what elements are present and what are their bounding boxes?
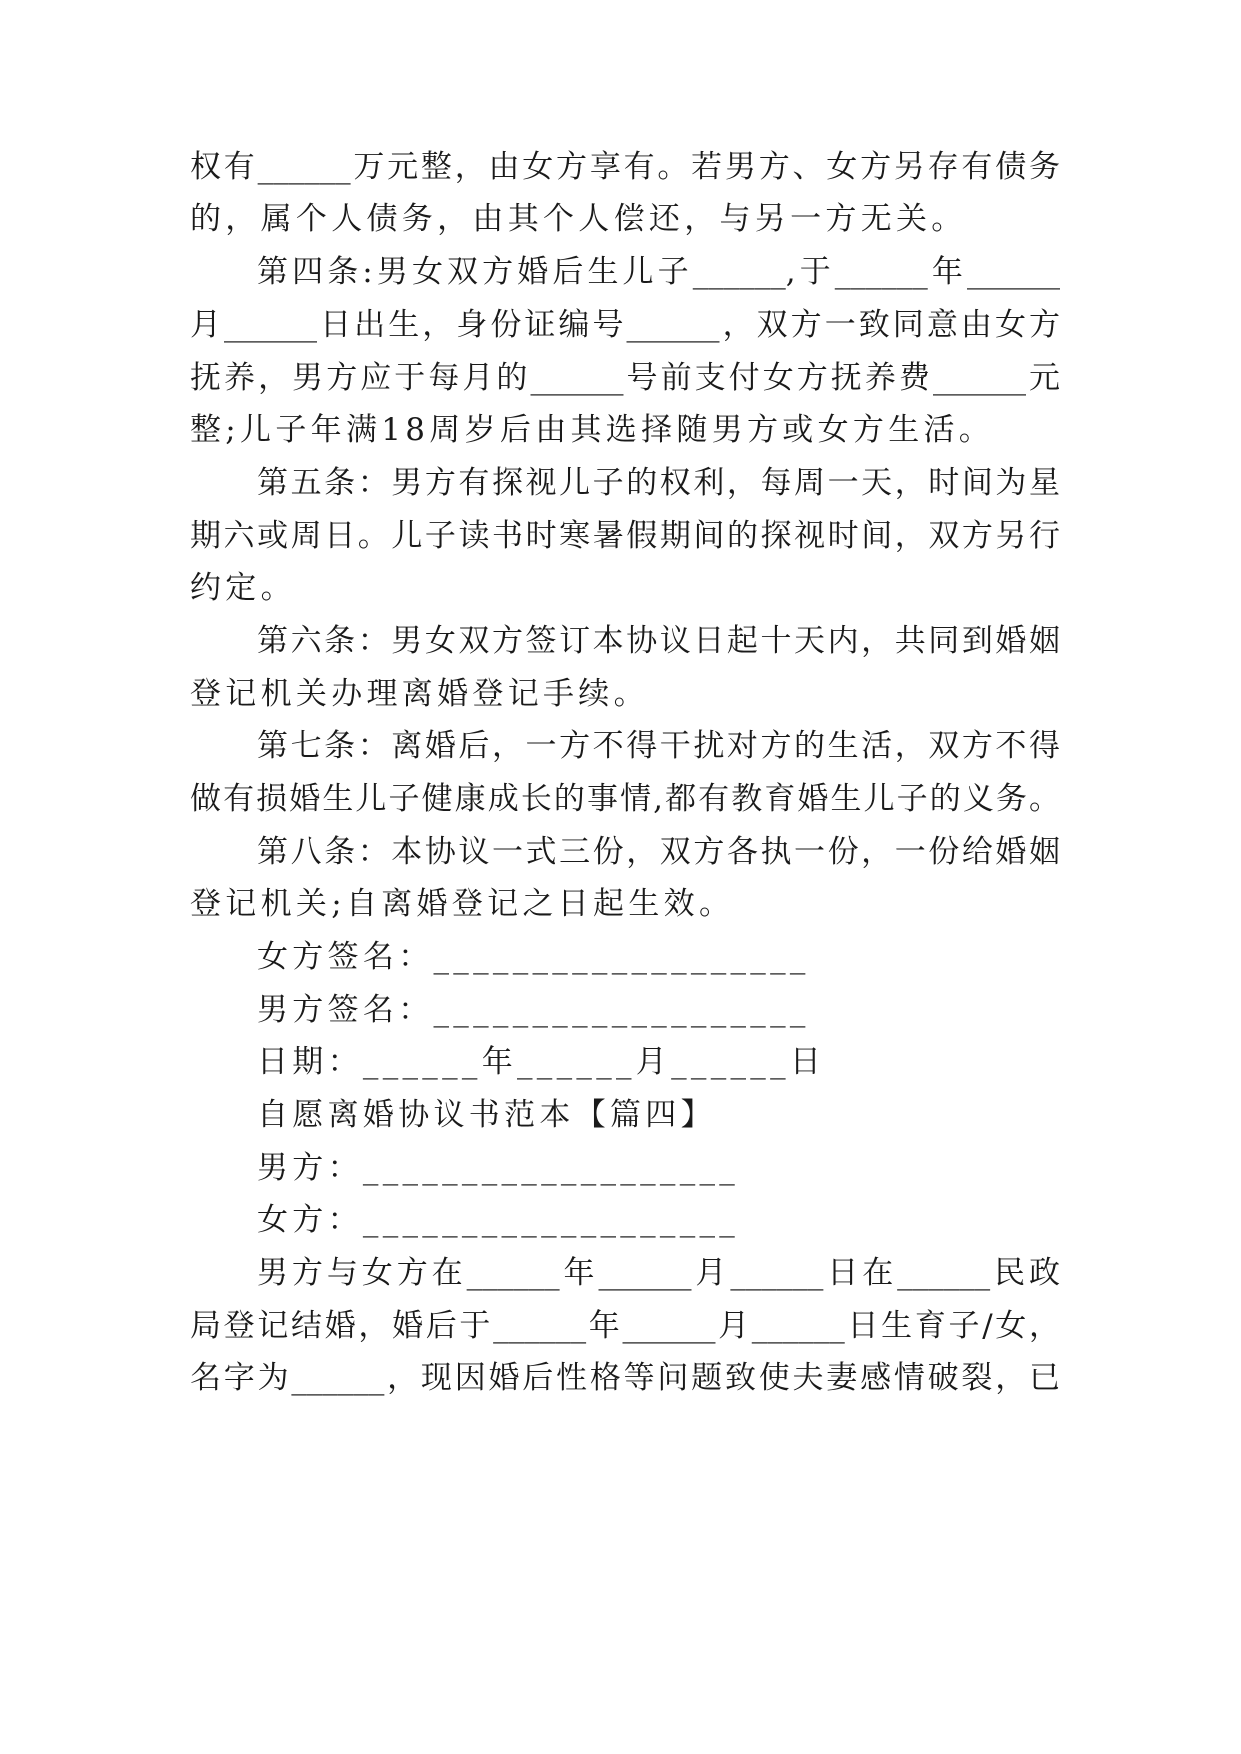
- marriage-statement-line-1: 男方与女方在______年______月______日在______民政: [257, 1255, 1060, 1291]
- male-signature-line: 男方签名：___________________: [257, 992, 810, 1028]
- female-signature-line: 女方签名：___________________: [257, 939, 810, 975]
- male-party-line: 男方：___________________: [257, 1150, 740, 1186]
- text-line-1: 权有______万元整，由女方享有。若男方、女方另存有债务: [190, 149, 1060, 185]
- clause-8-heading-line: 第八条：本协议一式三份，双方各执一份，一份给婚姻: [257, 834, 1060, 870]
- female-party-line: 女方：___________________: [257, 1202, 740, 1238]
- section-title: 自愿离婚协议书范本【篇四】: [257, 1097, 716, 1133]
- text-line-15: 登记机关;自离婚登记之日起生效。: [190, 886, 735, 922]
- clause-4-heading-line: 第四条:男女双方婚后生儿子______,于______年______: [257, 254, 1060, 290]
- clause-7-heading-line: 第七条：离婚后，一方不得干扰对方的生活，双方不得: [257, 728, 1060, 764]
- text-line-8: 期六或周日。儿子读书时寒暑假期间的探视时间，双方另行: [190, 518, 1060, 554]
- text-line-2: 的，属个人债务，由其个人偿还，与另一方无关。: [190, 201, 967, 237]
- text-line-6: 整;儿子年满18周岁后由其选择随男方或女方生活。: [190, 412, 995, 448]
- text-line-13: 做有损婚生儿子健康成长的事情,都有教育婚生儿子的义务。: [190, 781, 1060, 817]
- date-line: 日期：______年______月______日: [257, 1044, 826, 1080]
- clause-5-heading-line: 第五条：男方有探视儿子的权利，每周一天，时间为星: [257, 465, 1060, 501]
- text-line-5: 抚养，男方应于每月的______号前支付女方抚养费______元: [190, 360, 1060, 396]
- text-line-4: 月______日出生，身份证编号______，双方一致同意由女方: [190, 307, 1060, 343]
- marriage-statement-line-2: 局登记结婚，婚后于______年______月______日生育子/女，: [190, 1308, 1060, 1344]
- text-line-9: 约定。: [190, 570, 296, 606]
- marriage-statement-line-3: 名字为______，现因婚后性格等问题致使夫妻感情破裂，已: [190, 1360, 1060, 1396]
- text-line-11: 登记机关办理离婚登记手续。: [190, 676, 649, 712]
- clause-6-heading-line: 第六条：男女双方签订本协议日起十天内，共同到婚姻: [257, 623, 1060, 659]
